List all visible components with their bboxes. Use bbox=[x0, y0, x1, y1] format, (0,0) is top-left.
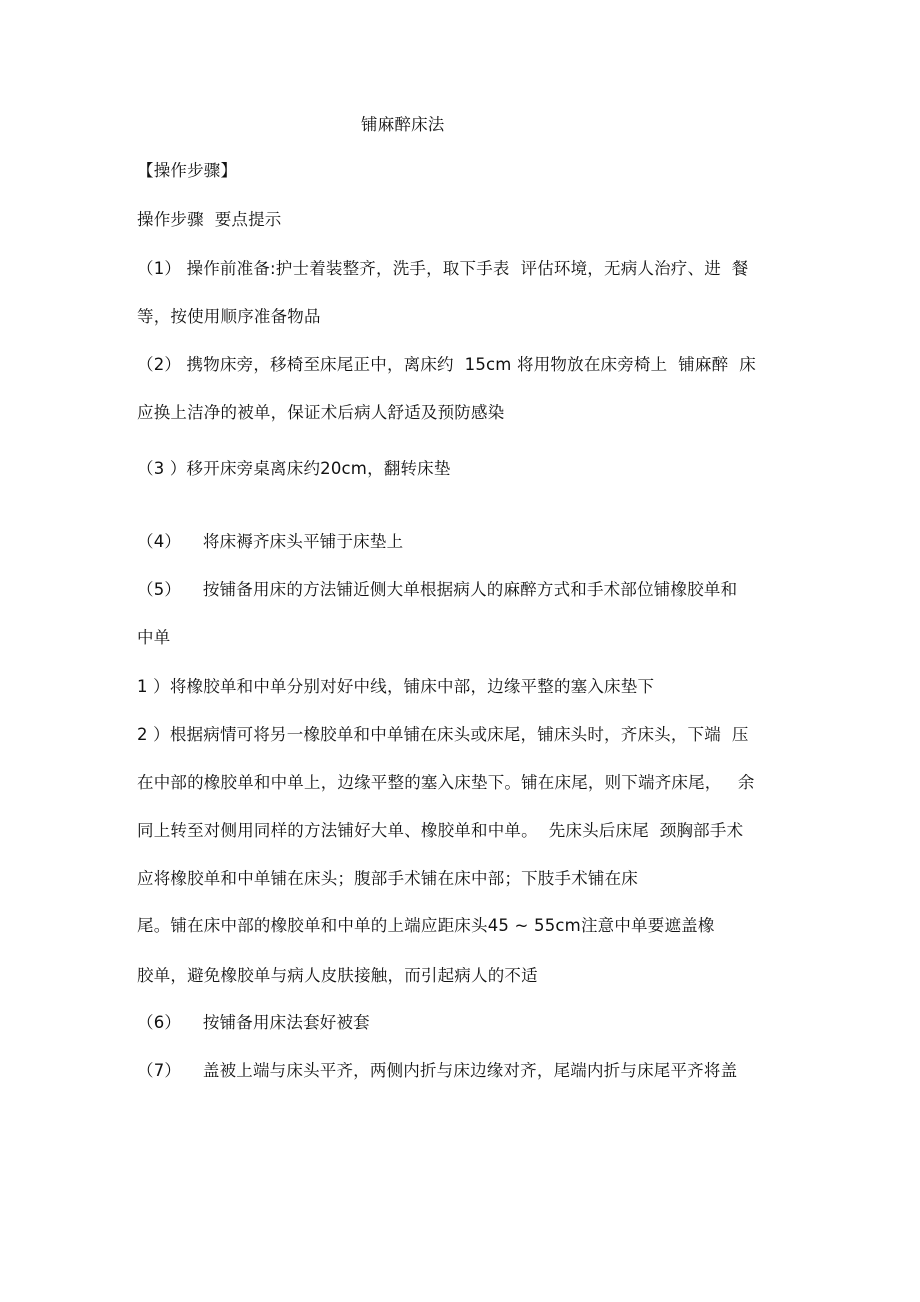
text-line: 胶单，避免橡胶单与病人皮肤接触，而引起病人的不适 bbox=[137, 966, 538, 985]
text-line: 尾。铺在床中部的橡胶单和中单的上端应距床头45 ~ 55cm注意中单要遮盖橡 bbox=[137, 916, 715, 935]
section-subheading: 操作步骤 要点提示 bbox=[137, 210, 282, 229]
text-line: 应将橡胶单和中单铺在床头；腹部手术铺在床中部；下肢手术铺在床 bbox=[137, 869, 638, 888]
text-line: 中单 bbox=[137, 628, 171, 647]
text-line: 应换上洁净的被单，保证术后病人舒适及预防感染 bbox=[137, 403, 505, 422]
text-line: （7） 盖被上端与床头平齐，两侧内折与床边缘对齐，尾端内折与床尾平齐将盖 bbox=[137, 1061, 738, 1080]
text-line: 2 ）根据病情可将另一橡胶单和中单铺在床头或床尾，铺床头时，齐床头，下端 压 bbox=[137, 725, 749, 744]
text-line: 同上转至对侧用同样的方法铺好大单、橡胶单和中单。 先床头后床尾 颈胸部手术 bbox=[137, 821, 744, 840]
text-line: 1 ）将橡胶单和中单分别对好中线，铺床中部，边缘平整的塞入床垫下 bbox=[137, 677, 655, 696]
text-line: （2） 携物床旁，移椅至床尾正中，离床约 15cm 将用物放在床旁椅上 铺麻醉 床 bbox=[137, 355, 756, 374]
text-line: （3 ）移开床旁桌离床约20cm，翻转床垫 bbox=[137, 459, 451, 478]
text-line: 在中部的橡胶单和中单上，边缘平整的塞入床垫下。铺在床尾，则下端齐床尾， 余 bbox=[137, 773, 755, 792]
text-line: （4） 将床褥齐床头平铺于床垫上 bbox=[137, 532, 404, 551]
text-line: （5） 按铺备用床的方法铺近侧大单根据病人的麻醉方式和手术部位铺橡胶单和 bbox=[137, 580, 738, 599]
section-heading: 【操作步骤】 bbox=[137, 161, 238, 180]
text-line: （1） 操作前准备:护士着装整齐，洗手，取下手表 评估环境，无病人治疗、进 餐 bbox=[137, 259, 749, 278]
document-title: 铺麻醉床法 bbox=[361, 115, 445, 134]
text-line: 等，按使用顺序准备物品 bbox=[137, 307, 321, 326]
text-line: （6） 按铺备用床法套好被套 bbox=[137, 1013, 370, 1032]
